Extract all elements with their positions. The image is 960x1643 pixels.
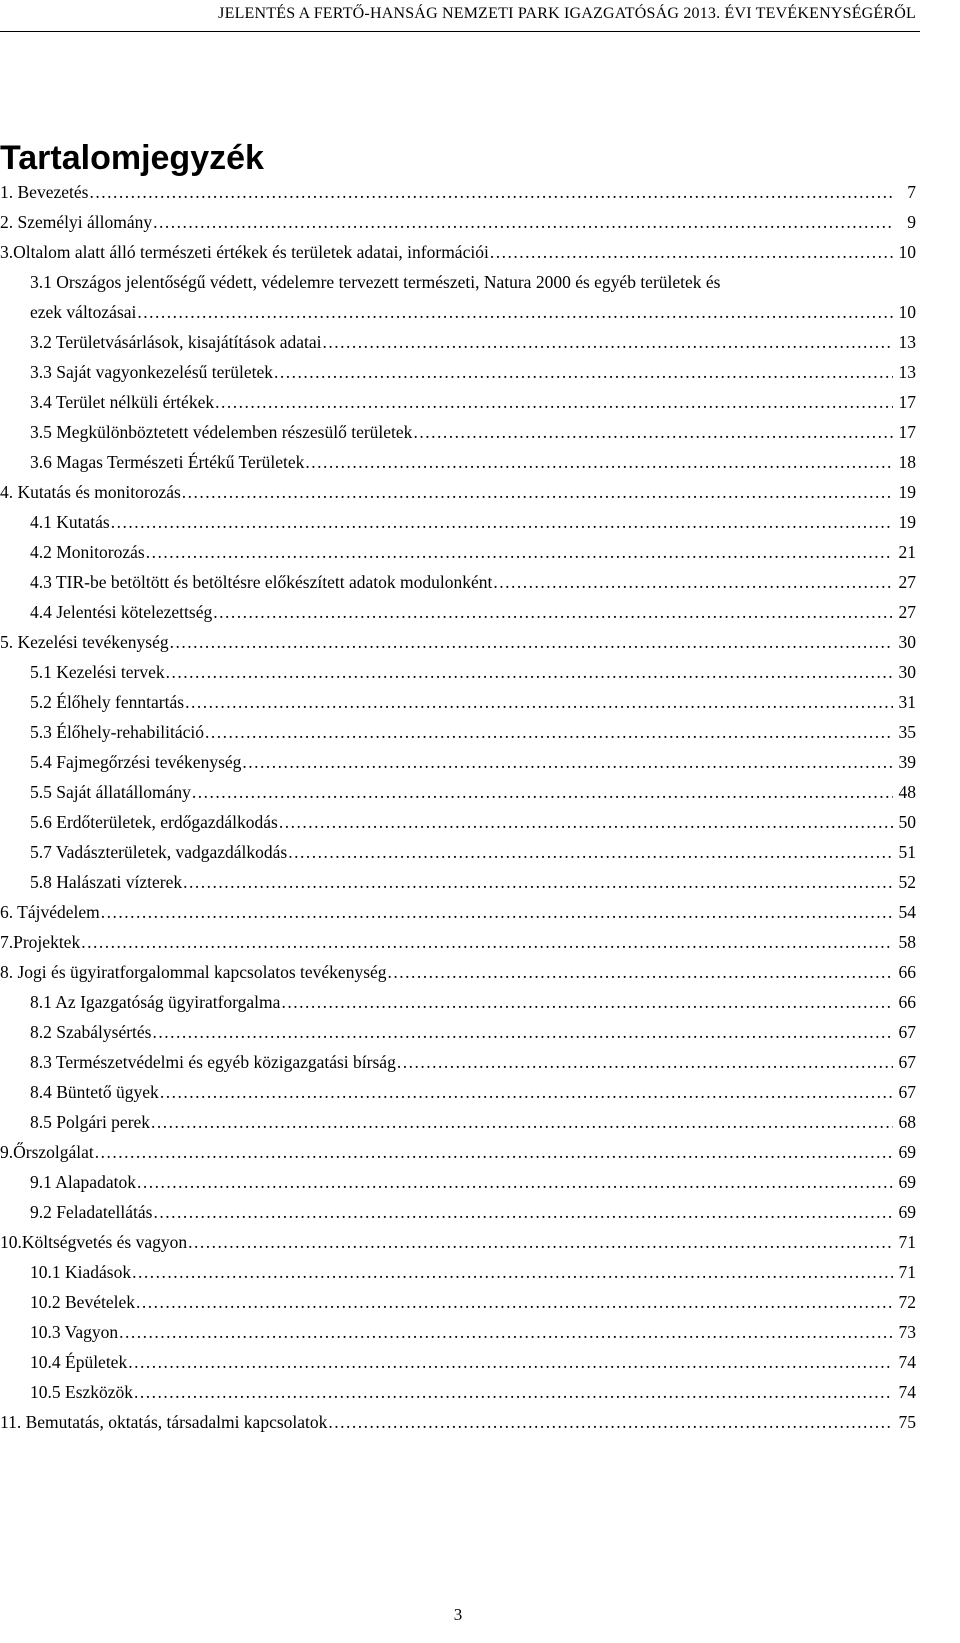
toc-entry-page: 21 [898, 542, 916, 562]
toc-entry-page: 67 [898, 1022, 916, 1042]
toc-entry-text: 10.5 Eszközök [30, 1382, 134, 1402]
toc-entry[interactable] [0, 687, 916, 717]
dot-leader [128, 1347, 893, 1377]
toc-entry-text: 9.Őrszolgálat [0, 1142, 94, 1162]
dot-leader [185, 687, 893, 717]
toc-entry[interactable] [0, 387, 916, 417]
dot-leader [101, 897, 893, 927]
toc-entry-page: 69 [898, 1202, 916, 1222]
toc-entry-text: 5.8 Halászati vízterek [30, 872, 183, 892]
dot-leader [151, 1107, 893, 1137]
dot-leader [166, 657, 893, 687]
dot-leader [397, 1047, 893, 1077]
toc-entry-page: 67 [898, 1082, 916, 1102]
toc-entry[interactable] [0, 417, 916, 447]
toc-entry[interactable] [0, 1017, 916, 1047]
toc-entry[interactable] [0, 207, 916, 237]
toc-entry-text: 1. Bevezetés [0, 182, 89, 202]
toc-entry-text: 10.Költségvetés és vagyon [0, 1232, 188, 1252]
toc-entry[interactable] [0, 537, 916, 567]
toc-entry-text: 8.1 Az Igazgatóság ügyiratforgalma [30, 992, 281, 1012]
toc-entry[interactable] [0, 357, 916, 387]
toc-entry-text: 4.2 Monitorozás [30, 542, 145, 562]
toc-entry-page: 30 [898, 662, 916, 682]
toc-entry-text: 5.1 Kezelési tervek [30, 662, 165, 682]
dot-leader [132, 1257, 893, 1287]
toc-entry-page: 10 [898, 302, 916, 322]
toc-entry-page: 17 [898, 392, 916, 412]
toc-entry[interactable] [0, 507, 916, 537]
dot-leader [188, 1227, 893, 1257]
dot-leader [183, 867, 893, 897]
toc-entry-page: 31 [898, 692, 916, 712]
toc-entry-text: 5.3 Élőhely-rehabilitáció [30, 722, 204, 742]
toc-entry-text: 8.3 Természetvédelmi és egyéb közigazgatási bírság [30, 1052, 396, 1072]
dot-leader [215, 387, 893, 417]
toc-entry[interactable] [0, 897, 916, 927]
toc-entry-page: 71 [898, 1232, 916, 1252]
toc-entry-page: 19 [898, 512, 916, 532]
toc-entry-text: 3.5 Megkülönböztetett védelemben részesülő területek [30, 422, 413, 442]
dot-leader [274, 357, 893, 387]
toc-entry-page: 67 [898, 1052, 916, 1072]
toc-entry-text: 11. Bemutatás, oktatás, társadalmi kapcsolatok [0, 1412, 328, 1432]
toc-entry-text: 2. Személyi állomány [0, 212, 153, 232]
toc-entry[interactable] [0, 1077, 916, 1107]
toc-entry-text: 3.Oltalom alatt álló természeti értékek és területek adatai, információi [0, 242, 489, 262]
toc-entry-text: 5.2 Élőhely fenntartás [30, 692, 185, 712]
toc-entry-page: 19 [898, 482, 916, 502]
toc-entry-page: 27 [898, 572, 916, 592]
dot-leader [111, 507, 893, 537]
toc-entry-page: 18 [898, 452, 916, 472]
toc-entry-text-continued: ezek változásai [30, 302, 137, 322]
toc-entry-page: 71 [898, 1262, 916, 1282]
toc-entry[interactable] [0, 627, 916, 657]
toc-entry-text: 8.5 Polgári perek [30, 1112, 151, 1132]
dot-leader [134, 1377, 893, 1407]
toc-entry-page: 52 [898, 872, 916, 892]
toc-entry-page: 69 [898, 1172, 916, 1192]
dot-leader [153, 207, 893, 237]
toc-entry[interactable] [0, 867, 916, 897]
toc-entry[interactable] [0, 807, 916, 837]
dot-leader [493, 567, 893, 597]
toc-entry-text: 3.4 Terület nélküli értékek [30, 392, 215, 412]
toc-entry[interactable] [0, 1257, 916, 1287]
toc-entry[interactable] [0, 957, 916, 987]
dot-leader [205, 717, 893, 747]
toc-entry[interactable] [0, 1317, 916, 1347]
dot-leader [153, 1017, 894, 1047]
dot-leader [81, 927, 893, 957]
toc-entry-page: 35 [898, 722, 916, 742]
toc-title: Tartalomjegyzék [0, 139, 264, 177]
toc-entry-page: 9 [907, 212, 916, 232]
toc-entry-page: 7 [907, 182, 916, 202]
toc-entry[interactable] [0, 1167, 916, 1197]
dot-leader [279, 807, 893, 837]
dot-leader [281, 987, 893, 1017]
dot-leader [89, 177, 893, 207]
toc-entry[interactable] [0, 747, 916, 777]
dot-leader [305, 447, 893, 477]
toc-entry[interactable] [0, 1047, 916, 1077]
toc-entry-page: 74 [898, 1382, 916, 1402]
header-divider [0, 31, 920, 32]
toc-entry-text: 6. Tájvédelem [0, 902, 100, 922]
dot-leader [490, 237, 893, 267]
toc-entry[interactable] [0, 657, 916, 687]
toc-entry[interactable] [0, 567, 916, 597]
toc-entry[interactable] [0, 1407, 916, 1437]
toc-entry-page: 13 [898, 362, 916, 382]
toc-entry[interactable] [0, 837, 916, 867]
toc-entry[interactable] [0, 177, 916, 207]
toc-entry-text: 10.4 Épületek [30, 1352, 128, 1372]
toc-entry-text: 5. Kezelési tevékenység [0, 632, 169, 652]
toc-entry-text: 4. Kutatás és monitorozás [0, 482, 181, 502]
toc-entry[interactable] [0, 1107, 916, 1137]
toc-entry-page: 39 [898, 752, 916, 772]
dot-leader [388, 957, 893, 987]
toc-entry[interactable] [0, 1227, 916, 1257]
toc-entry[interactable] [0, 1137, 916, 1167]
dot-leader [136, 1287, 893, 1317]
toc-entry-page: 73 [898, 1322, 916, 1342]
toc-entry[interactable] [0, 237, 916, 267]
toc-entry-page: 30 [898, 632, 916, 652]
toc-entry-page: 69 [898, 1142, 916, 1162]
dot-leader [322, 327, 893, 357]
toc-entry-text: 3.2 Területvásárlások, kisajátítások adatai [30, 332, 322, 352]
toc-entry[interactable] [0, 1377, 916, 1407]
toc-entry-page: 66 [898, 992, 916, 1012]
dot-leader [413, 417, 893, 447]
toc-entry-text: 9.2 Feladatellátás [30, 1202, 153, 1222]
toc-entry[interactable] [0, 597, 916, 627]
dot-leader [213, 597, 893, 627]
toc-entry-text: 4.1 Kutatás [30, 512, 110, 532]
dot-leader [242, 747, 893, 777]
toc-entry-text: 5.6 Erdőterületek, erdőgazdálkodás [30, 812, 278, 832]
toc-entry-page: 17 [898, 422, 916, 442]
toc-entry-text: 3.1 Országos jelentőségű védett, védelemre tervezett természeti, Natura 2000 és egyéb területek és [30, 272, 721, 292]
dot-leader [137, 1167, 893, 1197]
toc-entry-text: 4.3 TIR-be betöltött és betöltésre előkészített adatok modulonként [30, 572, 493, 592]
toc-entry-page: 72 [898, 1292, 916, 1312]
toc-entry-page: 27 [898, 602, 916, 622]
toc-entry-text: 8.2 Szabálysértés [30, 1022, 152, 1042]
toc-entry-text: 3.6 Magas Természeti Értékű Területek [30, 452, 305, 472]
toc-entry-text: 8. Jogi és ügyiratforgalommal kapcsolatos tevékenység [0, 962, 387, 982]
toc-entry-text: 9.1 Alapadatok [30, 1172, 136, 1192]
dot-leader [95, 1137, 893, 1167]
toc-entry-text: 7.Projektek [0, 932, 81, 952]
dot-leader [182, 477, 893, 507]
toc-entry-page: 48 [898, 782, 916, 802]
toc-entry-page: 74 [898, 1352, 916, 1372]
dot-leader [328, 1407, 893, 1437]
dot-leader [160, 1077, 893, 1107]
toc-entry-page: 68 [898, 1112, 916, 1132]
toc-entry-text: 10.2 Bevételek [30, 1292, 135, 1312]
toc-entry-page: 58 [898, 932, 916, 952]
toc-entry-page: 66 [898, 962, 916, 982]
toc-entry-text: 5.5 Saját állatállomány [30, 782, 191, 802]
toc-entry[interactable] [0, 1287, 916, 1317]
dot-leader [146, 537, 893, 567]
toc-entry-text: 8.4 Büntető ügyek [30, 1082, 159, 1102]
toc-entry[interactable] [0, 777, 916, 807]
toc-entry[interactable] [0, 477, 916, 507]
toc-entry[interactable] [0, 447, 916, 477]
toc-list [0, 177, 916, 1437]
toc-entry[interactable] [0, 1197, 916, 1227]
page-number: 3 [453, 1605, 463, 1624]
toc-entry-page: 51 [898, 842, 916, 862]
toc-entry-page: 54 [898, 902, 916, 922]
toc-entry[interactable] [0, 717, 916, 747]
toc-entry-text: 4.4 Jelentési kötelezettség [30, 602, 213, 622]
dot-leader [137, 297, 893, 327]
toc-entry[interactable] [0, 327, 916, 357]
toc-entry-page: 10 [898, 242, 916, 262]
toc-entry[interactable] [0, 267, 916, 327]
dot-leader [119, 1317, 893, 1347]
dot-leader [192, 777, 893, 807]
toc-entry-page: 50 [898, 812, 916, 832]
dot-leader [170, 627, 893, 657]
toc-entry-text: 3.3 Saját vagyonkezelésű területek [30, 362, 273, 382]
toc-entry-text: 10.3 Vagyon [30, 1322, 119, 1342]
toc-entry-text: 10.1 Kiadások [30, 1262, 132, 1282]
running-header: JELENTÉS A FERTŐ-HANSÁG NEMZETI PARK IGAZGATÓSÁG 2013. ÉVI TEVÉKENYSÉGÉRŐL [218, 5, 916, 22]
toc-entry[interactable] [0, 987, 916, 1017]
toc-entry-continuation [30, 297, 916, 327]
toc-entry-text: 5.7 Vadászterületek, vadgazdálkodás [30, 842, 288, 862]
toc-entry-page: 75 [898, 1412, 916, 1432]
toc-entry-page: 13 [898, 332, 916, 352]
dot-leader [153, 1197, 893, 1227]
toc-entry[interactable] [0, 927, 916, 957]
toc-entry[interactable] [0, 1347, 916, 1377]
toc-entry-text: 5.4 Fajmegőrzési tevékenység [30, 752, 242, 772]
dot-leader [288, 837, 893, 867]
